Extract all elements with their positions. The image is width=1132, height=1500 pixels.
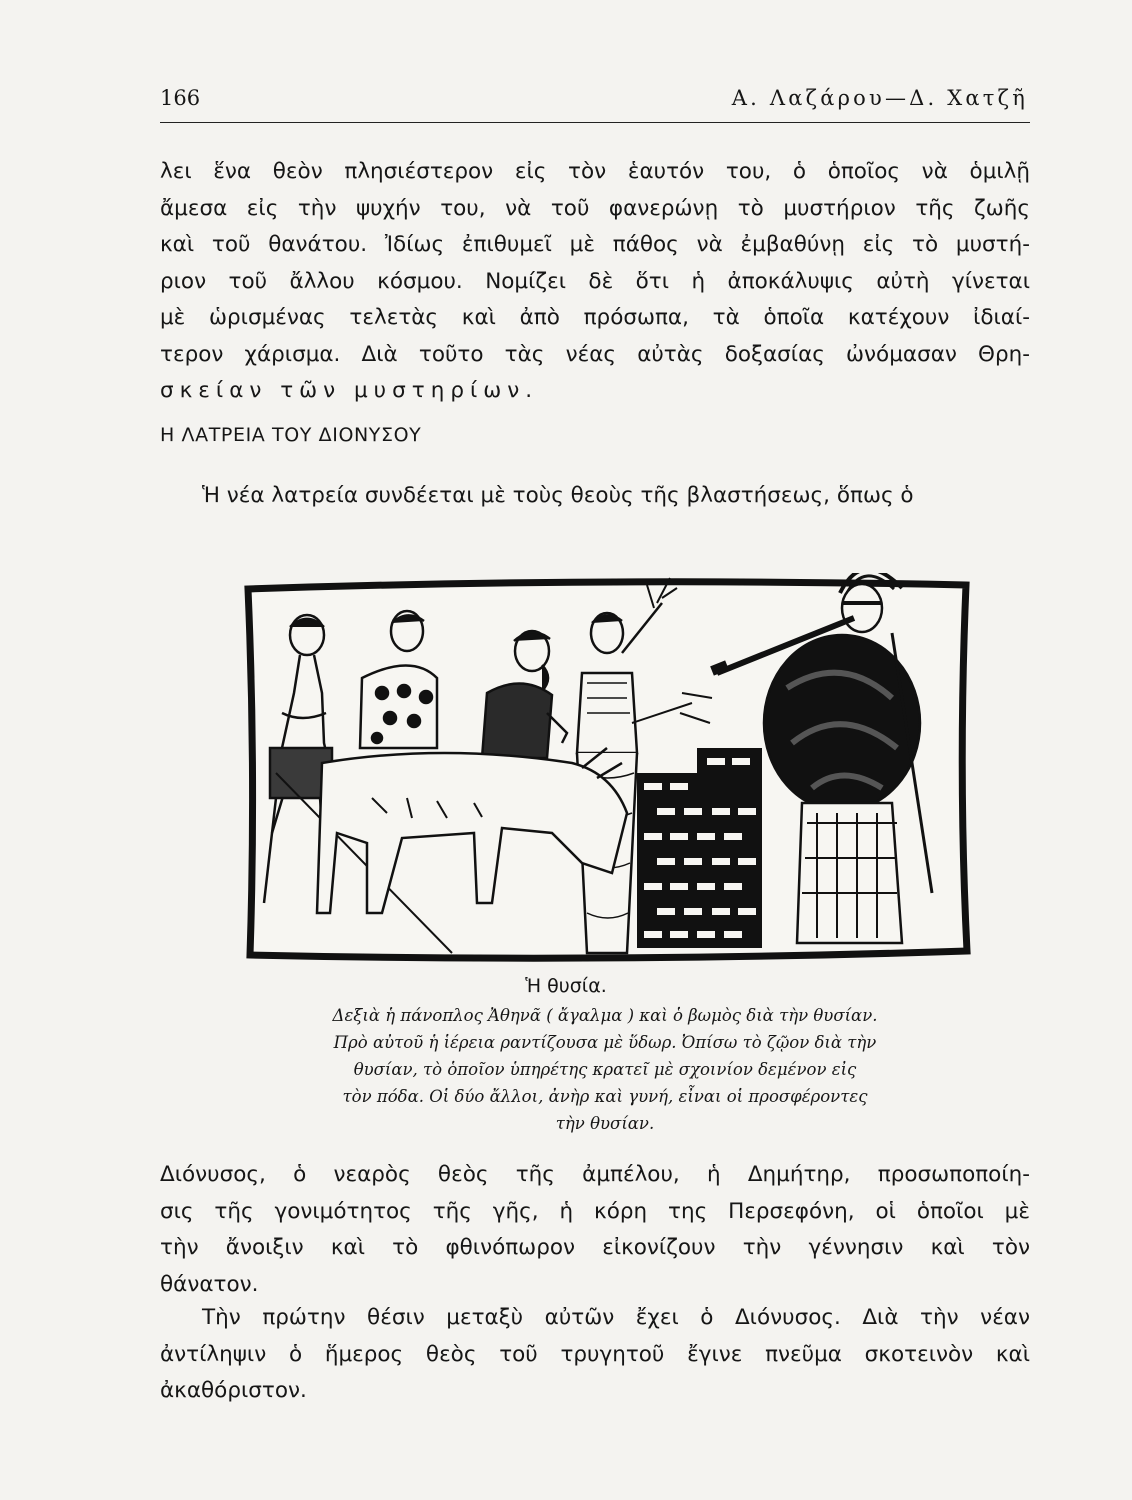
running-head: Α. Λαζάρου—Δ. Χατζῆ [731, 86, 1028, 110]
text-line: καὶ τοῦ θανάτου. Ἰδίως ἐπιθυμεῖ μὲ πάθος νὰ ἐμβαθύνῃ εἰς τὸ μυστή- [160, 232, 1030, 257]
text-line: τερον χάρισμα. Διὰ τοῦτο τὰς νέας αὐτὰς δοξασίας ὠνόμασαν Θρη- [160, 341, 1030, 367]
caption-line: Δεξιὰ ἡ πάνοπλος Ἀθηνᾶ ( ἄγαλμα ) καὶ ὁ βωμὸς διὰ τὴν θυσίαν. [332, 1006, 878, 1025]
text-line: λει ἕνα θεὸν πλησιέστερον εἰς τὸν ἑαυτόν του, ὁ ὁποῖος νὰ ὁμιλῇ [160, 159, 1030, 184]
sacrifice-illustration [242, 573, 973, 968]
figure-caption-title: Ἡ θυσία. [525, 975, 607, 997]
text-line: ἄμεσα εἰς τὴν ψυχήν του, νὰ τοῦ φανερώνῃ τὸ μυστήριον τῆς ζωῆς [160, 195, 1030, 221]
section-heading: Η ΛΑΤΡΕΙΑ ΤΟΥ ΔΙΟΝΥΣΟΥ [160, 424, 422, 446]
text-line: ἀντίληψιν ὁ ἥμερος θεὸς τοῦ τρυγητοῦ ἔγινε πνεῦμα σκοτεινὸν καὶ [160, 1341, 1030, 1367]
text-line: Τὴν πρώτην θέσιν μεταξὺ αὐτῶν ἔχει ὁ Διόνυσος. Διὰ τὴν νέαν [202, 1305, 1030, 1330]
paragraph-4 [160, 1300, 1030, 1410]
text-line: θάνατον. [160, 1271, 259, 1297]
text-line: ριον τοῦ ἄλλου κόσμου. Νομίζει δὲ ὅτι ἡ ἀποκάλυψις αὐτὴ γίνεται [160, 268, 1030, 294]
caption-line: Πρὸ αὐτοῦ ἡ ἱέρεια ραντίζουσα μὲ ὕδωρ. Ὀπίσω τὸ ζῷον διὰ τὴν [333, 1033, 877, 1052]
page-header [160, 86, 1030, 123]
altar [637, 748, 762, 948]
text-line: τὴν ἄνοιξιν καὶ τὸ φθινόπωρον εἰκονίζουν τὴν γέννησιν καὶ τὸν [160, 1235, 1030, 1260]
figure-caption [255, 1002, 955, 1137]
caption-line: θυσίαν, τὸ ὁποῖον ὑπηρέτης κρατεῖ μὲ σχοινίον δεμένον εἰς [353, 1060, 857, 1079]
text-line: Ἡ νέα λατρεία συνδέεται μὲ τοὺς θεοὺς τῆς βλαστήσεως, ὅπως ὁ [202, 483, 914, 508]
text-line: μὲ ὡρισμένας τελετὰς καὶ ἀπὸ πρόσωπα, τὰ ὁποῖα κατέχουν ἰδιαί- [160, 305, 1030, 330]
caption-line: τὸν πόδα. Οἱ δύο ἄλλοι, ἀνὴρ καὶ γυνή, εἶναι οἱ προσφέροντες [342, 1087, 868, 1106]
text-line: ἀκαθόριστον. [160, 1378, 307, 1403]
caption-line: τὴν θυσίαν. [555, 1114, 655, 1133]
paragraph-1 [160, 154, 1030, 410]
paragraph-3 [160, 1157, 1030, 1303]
text-line: Διόνυσος, ὁ νεαρὸς θεὸς τῆς ἀμπέλου, ἡ Δημήτηρ, προσωποποίη- [160, 1162, 1030, 1187]
text-line: σις τῆς γονιμότητος τῆς γῆς, ἡ κόρη της Περσεφόνη, οἱ ὁποῖοι μὲ [160, 1198, 1030, 1224]
paragraph-2 [202, 478, 1030, 515]
page-number: 166 [160, 86, 201, 110]
text-line: σκείαν τῶν μυστηρίων. [160, 378, 539, 403]
